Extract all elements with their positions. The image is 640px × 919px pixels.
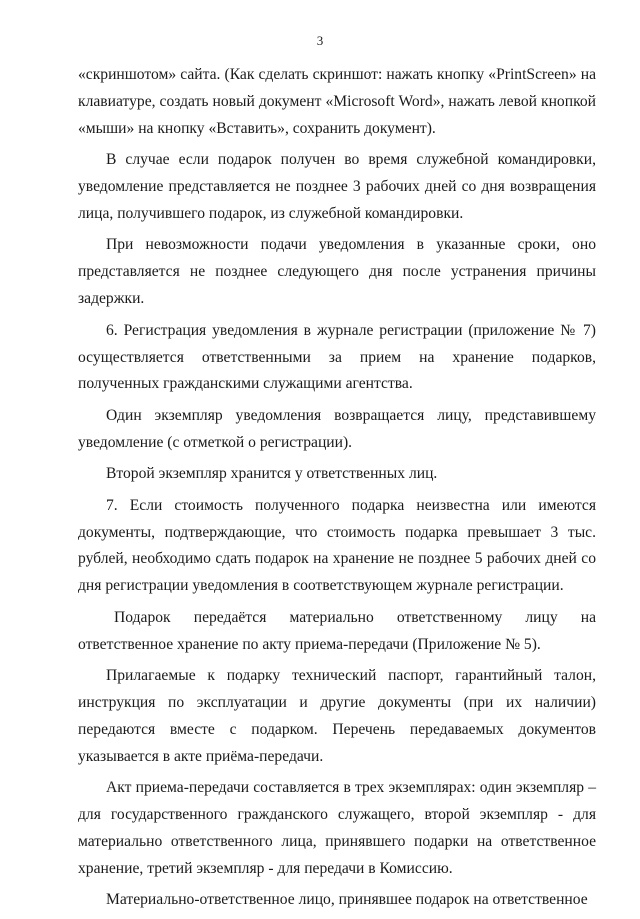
paragraph-business-trip: В случае если подарок получен во время служебной командировки, уведомление представляется не позднее 3 рабочих дней со дня возвращения лица, получившего подарок, из служебной командировки. xyxy=(78,151,596,223)
paragraph-transfer-act: Подарок передаётся материально ответственному лицу на ответственное хранение по акту приема-передачи (Приложение № 5). xyxy=(78,608,596,653)
paragraph-act-copies: Акт приема-передачи составляется в трех экземплярах: один экземпляр – для государственного гражданского служащего, второй экземпляр - для материально ответственного лица, принявшего подарки на ответственное хранение, третий экземпляр - для передачи в Комиссию. xyxy=(78,779,596,877)
paragraph-first-copy: Один экземпляр уведомления возвращается лицу, представившему уведомление (с отметкой о регистрации). xyxy=(78,406,596,451)
paragraph-screenshot-continuation: «скриншотом» сайта. (Как сделать скриншот: нажать кнопку «PrintScreen» на клавиатуре, создать новый документ «Microsoft Word», нажать левой кнопкой «мыши» на кнопку «Вставить», сохранить документ). xyxy=(78,66,596,137)
document-body xyxy=(78,62,596,919)
paragraph-attached-documents: Прилагаемые к подарку технический паспорт, гарантийный талон, инструкция по эксплуатации и другие документы (при их наличии) передаются вместе с подарком. Перечень передаваемых документов указывается в акте приёма-передачи. xyxy=(78,667,596,765)
paragraph-delay: При невозможности подачи уведомления в указанные сроки, оно представляется не позднее следующего дня после устранения причины задержки. xyxy=(78,236,596,308)
page-number: 3 xyxy=(316,33,324,48)
paragraph-item-6-registration: 6. Регистрация уведомления в журнале регистрации (приложение № 7) осуществляется ответственными за прием на хранение подарков, полученных гражданскими служащими агентства. xyxy=(78,321,596,393)
paragraph-second-copy: Второй экземпляр хранится у ответственных лиц. xyxy=(106,465,438,483)
paragraph-responsible-person: Материально-ответственное лицо, принявшее подарок на ответственное xyxy=(106,891,588,909)
paragraph-item-7-value: 7. Если стоимость полученного подарка неизвестна или имеются документы, подтверждающие, что стоимость подарка превышает 3 тыс. рублей, необходимо сдать подарок на хранение не позднее 5 рабочих дней со дня регистрации уведомления в соответствующем журнале регистрации. xyxy=(78,496,596,595)
